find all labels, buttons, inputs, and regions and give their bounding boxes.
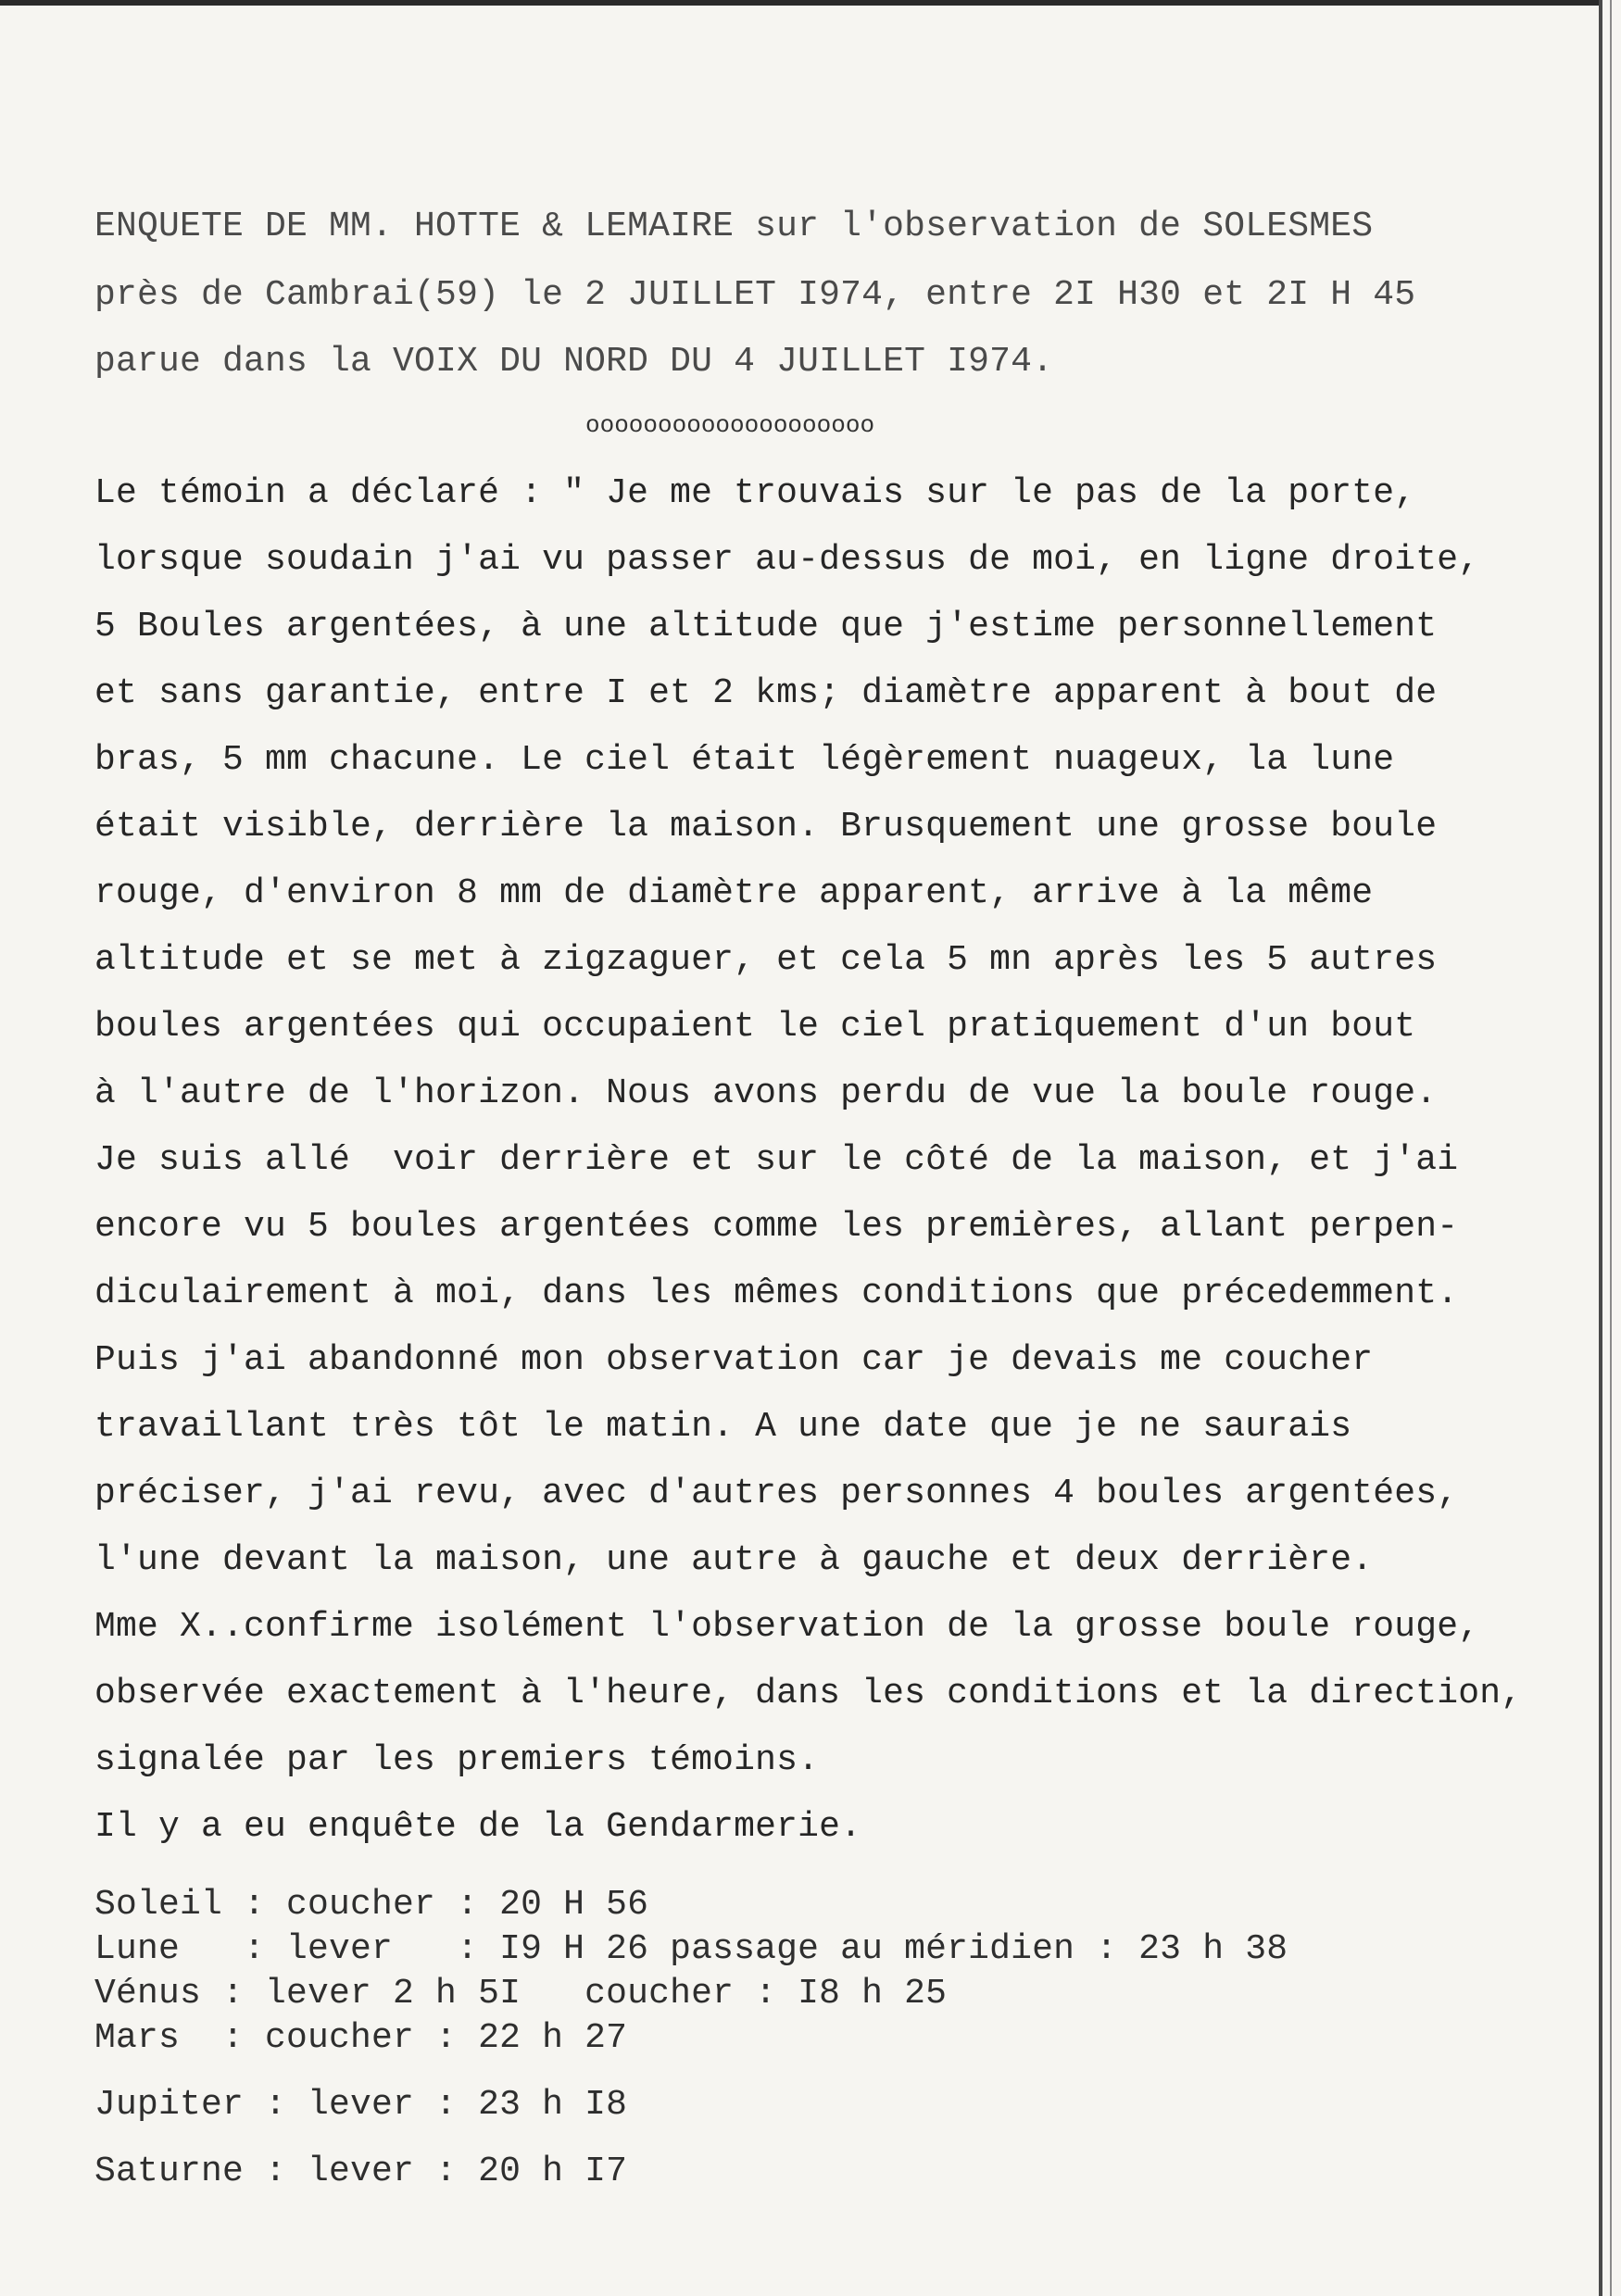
statement-line: Le témoin a déclaré : " Je me trouvais sur le pas de la porte, [94, 473, 1416, 513]
statement-line: 5 Boules argentées, à une altitude que j'estime personnellement [94, 607, 1438, 646]
statement-line: Mme X..confirme isolément l'observation de la grosse boule rouge, [94, 1607, 1480, 1647]
ephemeris-line: Soleil : coucher : 20 H 56 [94, 1885, 649, 1925]
ephemeris-line: Vénus : lever 2 h 5I coucher : I8 h 25 [94, 1974, 948, 2014]
header-line: parue dans la VOIX DU NORD DU 4 JUILLET I974. [94, 342, 1054, 382]
statement-line: Il y a eu enquête de la Gendarmerie. [94, 1807, 862, 1847]
statement-line: à l'autre de l'horizon. Nous avons perdu de vue la boule rouge. [94, 1073, 1438, 1113]
statement-line: Je suis allé voir derrière et sur le côté de la maison, et j'ai [94, 1140, 1459, 1180]
statement-line: diculairement à moi, dans les mêmes conditions que précedemment. [94, 1273, 1459, 1313]
statement-line: lorsque soudain j'ai vu passer au-dessus de moi, en ligne droite, [94, 540, 1480, 580]
statement-line: encore vu 5 boules argentées comme les premières, allant perpen- [94, 1207, 1459, 1247]
statement-line: bras, 5 mm chacune. Le ciel était légèrement nuageux, la lune [94, 740, 1395, 780]
statement-line: préciser, j'ai revu, avec d'autres personnes 4 boules argentées, [94, 1474, 1459, 1513]
statement-line: travaillant très tôt le matin. A une date que je ne saurais [94, 1407, 1352, 1447]
ephemeris-line: Lune : lever : I9 H 26 passage au méridien : 23 h 38 [94, 1929, 1288, 1969]
header-line: ENQUETE DE MM. HOTTE & LEMAIRE sur l'observation de SOLESMES [94, 207, 1374, 246]
statement-line: et sans garantie, entre I et 2 kms; diamètre apparent à bout de [94, 673, 1438, 713]
statement-line: rouge, d'environ 8 mm de diamètre apparent, arrive à la même [94, 873, 1374, 913]
statement-line: boules argentées qui occupaient le ciel pratiquement d'un bout [94, 1007, 1416, 1047]
page-right-border [1599, 0, 1602, 2296]
page-top-border [0, 0, 1602, 6]
statement-line: signalée par les premiers témoins. [94, 1740, 820, 1780]
statement-line: altitude et se met à zigzaguer, et cela 5 mn après les 5 autres [94, 940, 1438, 980]
statement-line: était visible, derrière la maison. Brusquement une grosse boule [94, 807, 1438, 847]
page-right-border-inner [1610, 0, 1612, 2296]
ephemeris-line: Saturne : lever : 20 h I7 [94, 2152, 628, 2191]
ephemeris-line: Jupiter : lever : 23 h I8 [94, 2085, 628, 2125]
statement-line: l'une devant la maison, une autre à gauche et deux derrière. [94, 1540, 1374, 1580]
statement-line: observée exactement à l'heure, dans les conditions et la direction, [94, 1674, 1523, 1713]
statement-line: Puis j'ai abandonné mon observation car je devais me coucher [94, 1340, 1374, 1380]
separator-line: oooooooooooooooooooo [585, 411, 875, 439]
ephemeris-line: Mars : coucher : 22 h 27 [94, 2018, 628, 2058]
header-line: près de Cambrai(59) le 2 JUILLET I974, entre 2I H30 et 2I H 45 [94, 275, 1416, 315]
